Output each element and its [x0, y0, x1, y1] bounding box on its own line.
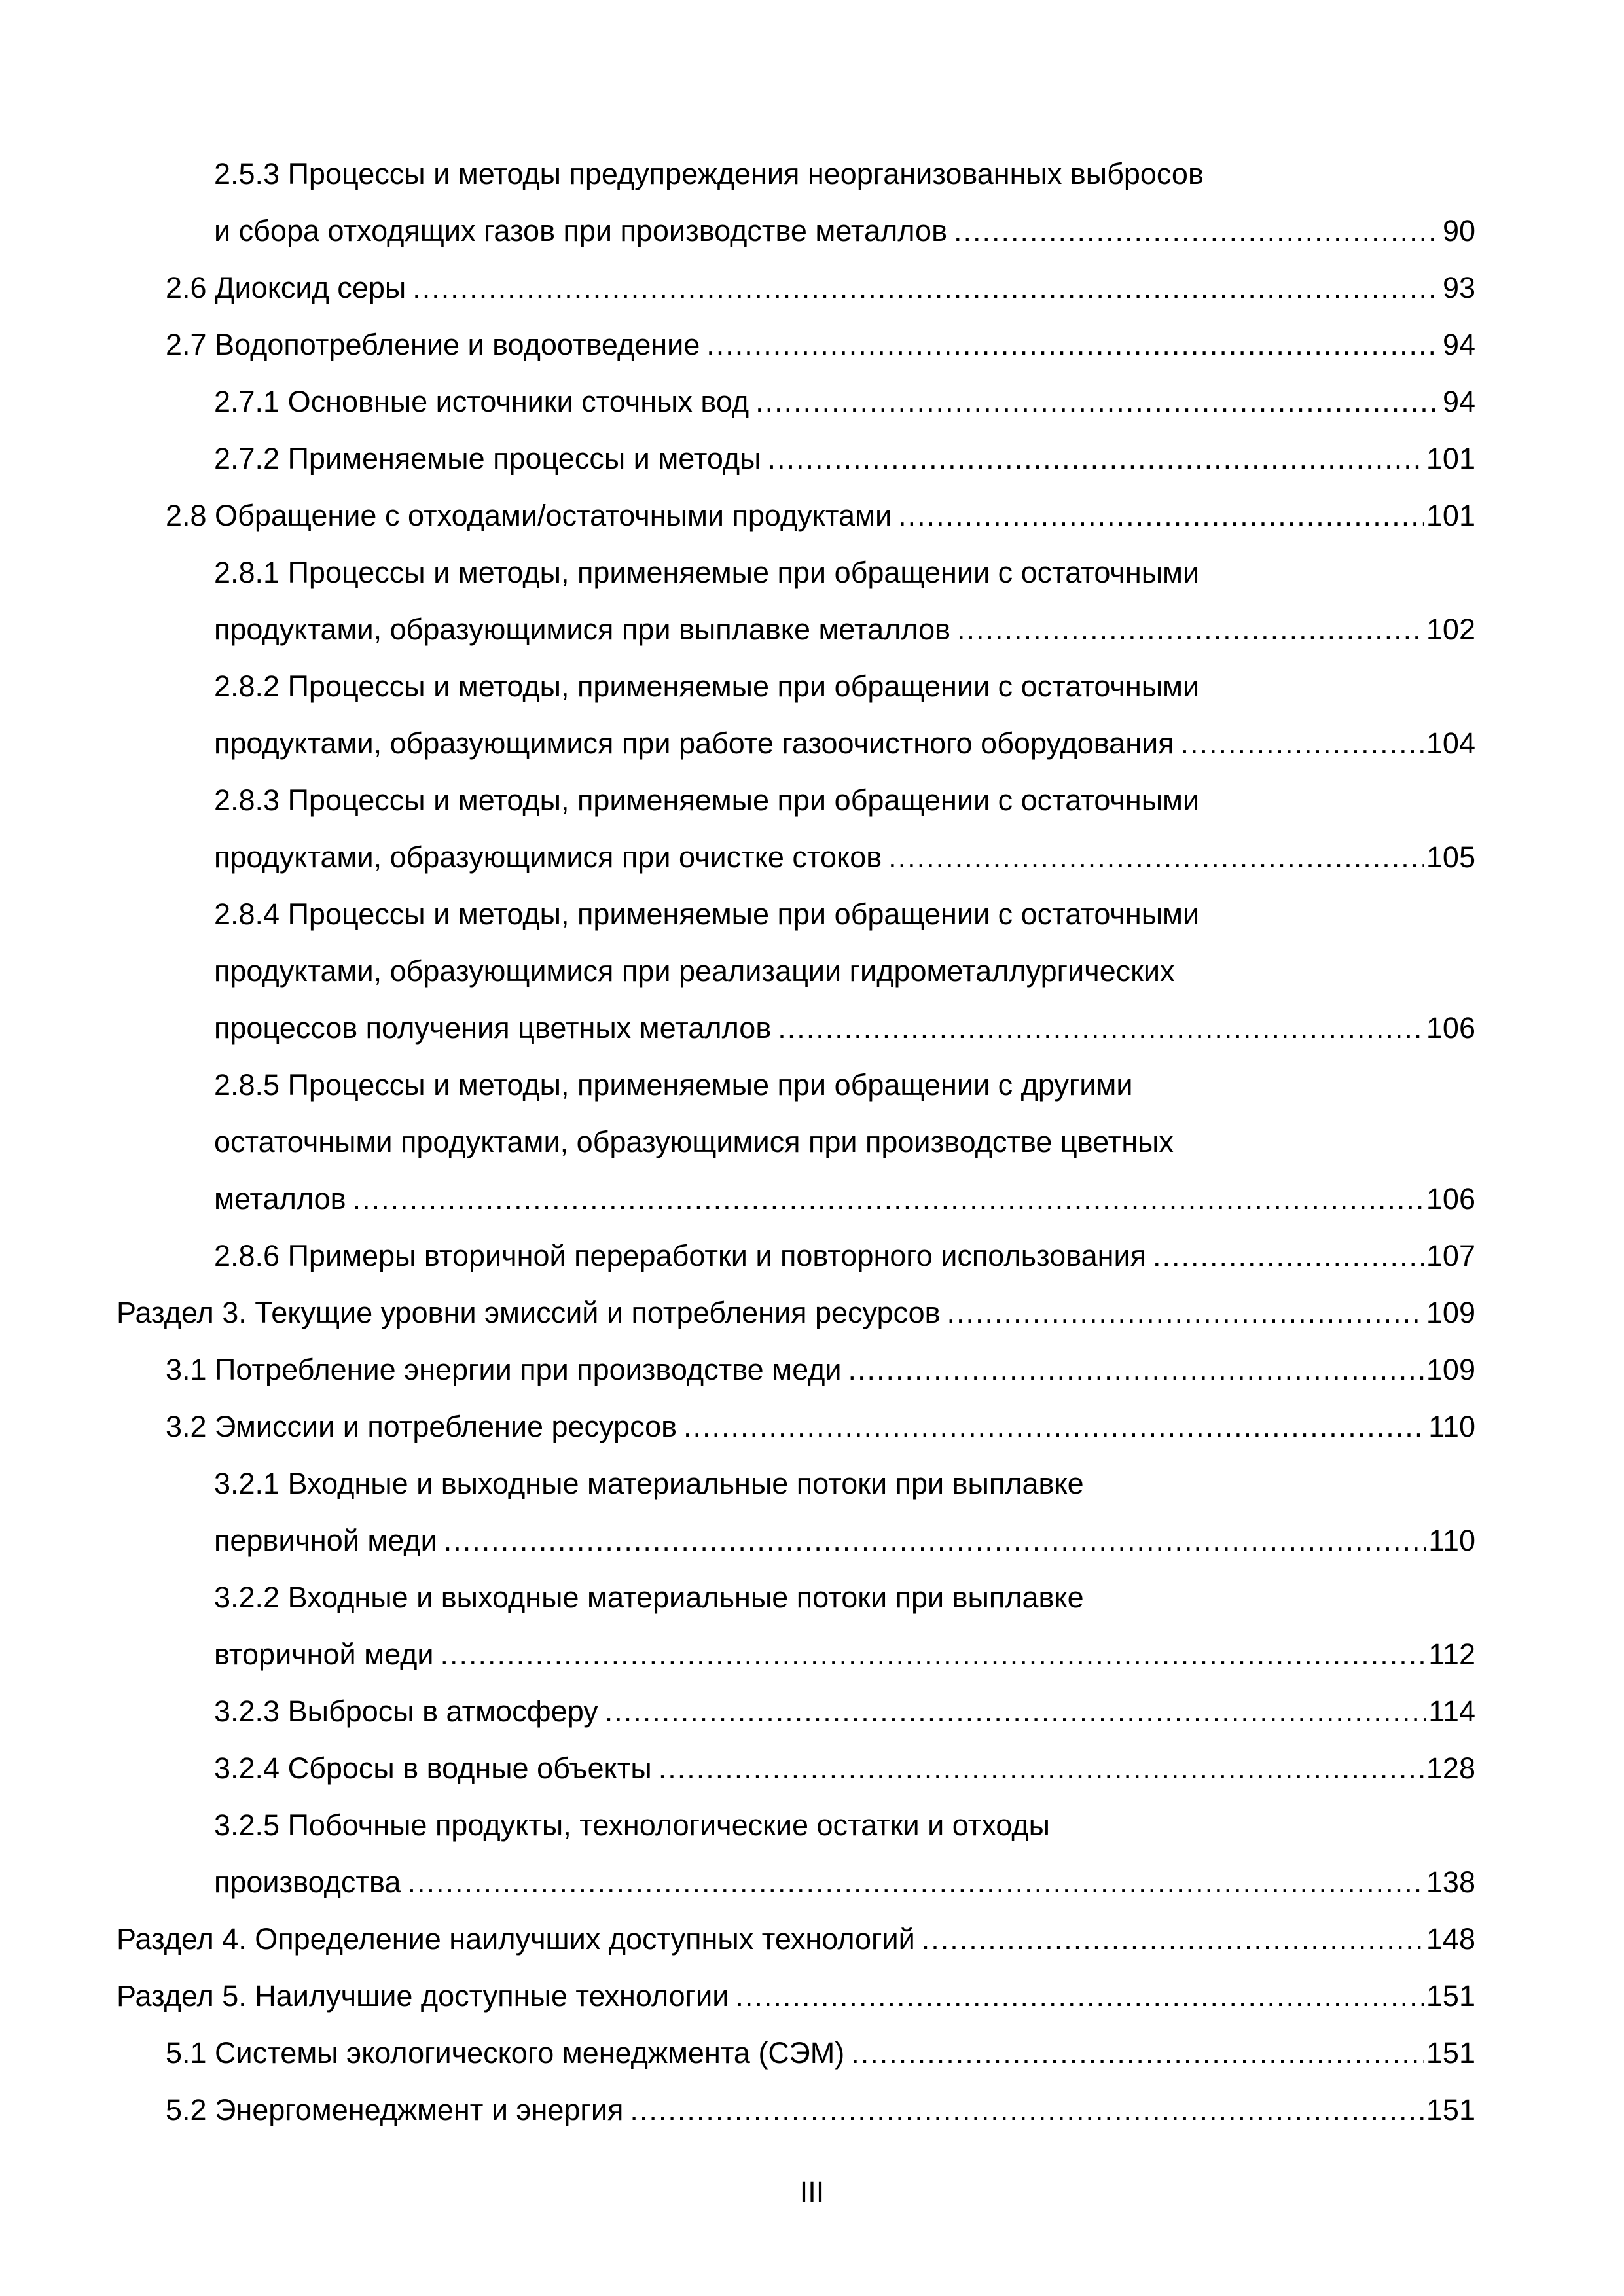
toc-entry-title: Раздел 3. Текущие уровни эмиссий и потребления ресурсов: [117, 1296, 941, 1329]
page-number: III: [799, 2176, 825, 2209]
dot-leader: [444, 1512, 1426, 1569]
toc-entry-title: 3.2 Эмиссии и потребление ресурсов: [166, 1410, 677, 1443]
toc-entry-title: процессов получения цветных металлов: [214, 1011, 772, 1045]
toc-entry[interactable]: [214, 1683, 1475, 1740]
dot-leader: [848, 1341, 1424, 1398]
toc-entry-row: [214, 1854, 1475, 1910]
dot-leader: [947, 1284, 1424, 1341]
toc-entry-title: продуктами, образующимися при очистке стоков: [214, 840, 882, 874]
toc-entry-row: [214, 715, 1475, 772]
toc-entry-title: 3.1 Потребление энергии при производстве меди: [166, 1353, 842, 1386]
toc-entry-row: [166, 316, 1475, 373]
toc-entry-title: 2.7 Водопотребление и водоотведение: [166, 328, 700, 361]
toc-entry[interactable]: [214, 1227, 1475, 1284]
toc-entry-page: 128: [1426, 1751, 1475, 1785]
dot-leader: [898, 487, 1424, 544]
dot-leader: [441, 1626, 1426, 1683]
toc-entry-row: [166, 1341, 1475, 1398]
toc-entry-page: 93: [1442, 271, 1475, 304]
toc-entry-title: производства: [214, 1865, 401, 1899]
toc-entry-title: 5.1 Системы экологического менеджмента (СЭМ): [166, 2036, 845, 2070]
toc-entry[interactable]: [117, 1910, 1475, 1967]
toc-entry-page: 112: [1428, 1638, 1475, 1671]
toc-entry-title-line: продуктами, образующимися при реализации гидрометаллургических: [214, 954, 1175, 988]
toc-entry-row: [214, 1512, 1475, 1569]
toc-entry-title-line: 3.2.5 Побочные продукты, технологические остатки и отходы: [214, 1808, 1051, 1842]
toc-entry[interactable]: [214, 658, 1475, 772]
dot-leader: [605, 1683, 1426, 1740]
toc-entry[interactable]: [166, 259, 1475, 316]
toc-entry-page: 94: [1442, 328, 1475, 361]
toc-entry-row: [214, 430, 1475, 487]
toc-entry-page: 114: [1428, 1695, 1475, 1728]
toc-entry[interactable]: [214, 544, 1475, 658]
toc-entry-page: 110: [1428, 1410, 1475, 1443]
toc-entry-title: 3.2.4 Сбросы в водные объекты: [214, 1751, 652, 1785]
toc-entry-title-line: 2.5.3 Процессы и методы предупреждения неорганизованных выбросов: [214, 157, 1204, 190]
dot-leader: [630, 2081, 1424, 2138]
toc-entry-row: [214, 1683, 1475, 1740]
toc-entry-page: 102: [1426, 613, 1475, 646]
toc-entry[interactable]: [214, 430, 1475, 487]
toc-entry-title: 2.6 Диоксид серы: [166, 271, 406, 304]
toc-entry-row: [214, 1170, 1475, 1227]
dot-leader: [851, 2024, 1424, 2081]
toc-entry[interactable]: [214, 1455, 1475, 1569]
toc-entry-row: [214, 202, 1475, 259]
dot-leader: [1153, 1227, 1424, 1284]
toc-entry[interactable]: [214, 1056, 1475, 1227]
toc-entry-title: 2.8 Обращение с отходами/остаточными продуктами: [166, 499, 892, 532]
toc-entry-row: [214, 829, 1475, 886]
dot-leader: [706, 316, 1440, 373]
dot-leader: [1181, 715, 1424, 772]
toc-entry-page: 107: [1426, 1239, 1475, 1272]
toc-entry-title-line: 3.2.2 Входные и выходные материальные потоки при выплавке: [214, 1581, 1084, 1614]
toc-entry-page: 151: [1426, 2093, 1475, 2126]
dot-leader: [755, 373, 1440, 430]
toc-entry[interactable]: [214, 1797, 1475, 1910]
toc-entry[interactable]: [214, 145, 1475, 259]
toc-entry-page: 138: [1426, 1865, 1475, 1899]
toc-entry[interactable]: [166, 487, 1475, 544]
toc-entry-title: первичной меди: [214, 1524, 437, 1557]
toc-entry[interactable]: [214, 886, 1475, 1056]
toc-entry-row: [214, 601, 1475, 658]
toc-entry-title: продуктами, образующимися при работе газоочистного оборудования: [214, 726, 1174, 760]
toc-entry[interactable]: [214, 1569, 1475, 1683]
toc-entry-title: 2.8.6 Примеры вторичной переработки и повторного использования: [214, 1239, 1146, 1272]
toc-entry[interactable]: [166, 316, 1475, 373]
toc-entry-title-line: 2.8.4 Процессы и методы, применяемые при обращении с остаточными: [214, 897, 1200, 931]
dot-leader: [407, 1854, 1423, 1910]
toc-entry-page: 90: [1442, 214, 1475, 247]
toc-entry-page: 106: [1426, 1011, 1475, 1045]
toc-entry-title: Раздел 4. Определение наилучших доступных технологий: [117, 1922, 915, 1956]
toc-entry-row: [117, 1967, 1475, 2024]
toc-entry-title: продуктами, образующимися при выплавке металлов: [214, 613, 951, 646]
toc-entry[interactable]: [166, 1341, 1475, 1398]
toc-entry[interactable]: [214, 1740, 1475, 1797]
dot-leader: [768, 430, 1424, 487]
toc-entry-row: [166, 1398, 1475, 1455]
table-of-contents: [0, 145, 1624, 2138]
toc-entry[interactable]: [214, 772, 1475, 886]
toc-entry-row: [214, 373, 1475, 430]
toc-entry-page: 104: [1426, 726, 1475, 760]
toc-entry-title-line: остаточными продуктами, образующимися при производстве цветных: [214, 1125, 1174, 1158]
toc-entry-title: 2.7.2 Применяемые процессы и методы: [214, 442, 761, 475]
toc-entry-title-line: 2.8.2 Процессы и методы, применяемые при обращении с остаточными: [214, 670, 1200, 703]
toc-entry[interactable]: [166, 1398, 1475, 1455]
dot-leader: [353, 1170, 1424, 1227]
dot-leader: [922, 1910, 1424, 1967]
toc-entry[interactable]: [117, 1967, 1475, 2024]
toc-entry-page: 94: [1442, 385, 1475, 418]
toc-entry-page: 106: [1426, 1182, 1475, 1215]
toc-entry-page: 101: [1426, 442, 1475, 475]
toc-entry-page: 151: [1426, 1979, 1475, 2013]
toc-entry[interactable]: [214, 373, 1475, 430]
toc-entry-title: 2.7.1 Основные источники сточных вод: [214, 385, 749, 418]
toc-entry-row: [166, 487, 1475, 544]
dot-leader: [778, 999, 1424, 1056]
toc-entry-page: 109: [1426, 1296, 1475, 1329]
dot-leader: [735, 1967, 1424, 2024]
toc-entry-title-line: 2.8.5 Процессы и методы, применяемые при обращении с другими: [214, 1068, 1133, 1102]
toc-entry-title-line: 2.8.3 Процессы и методы, применяемые при обращении с остаточными: [214, 783, 1200, 817]
toc-entry-title: Раздел 5. Наилучшие доступные технологии: [117, 1979, 729, 2013]
toc-entry[interactable]: [166, 2081, 1475, 2138]
toc-entry-row: [117, 1284, 1475, 1341]
toc-entry-row: [214, 1740, 1475, 1797]
toc-entry-title: и сбора отходящих газов при производстве металлов: [214, 214, 947, 247]
toc-entry-page: 109: [1426, 1353, 1475, 1386]
toc-entry-row: [117, 1910, 1475, 1967]
toc-entry-page: 105: [1426, 840, 1475, 874]
toc-entry[interactable]: [117, 1284, 1475, 1341]
toc-entry-row: [166, 259, 1475, 316]
dot-leader: [888, 829, 1424, 886]
toc-entry-page: 101: [1426, 499, 1475, 532]
dot-leader: [683, 1398, 1426, 1455]
dot-leader: [957, 601, 1424, 658]
toc-entry-row: [166, 2024, 1475, 2081]
toc-entry-row: [214, 1227, 1475, 1284]
toc-entry-row: [166, 2081, 1475, 2138]
toc-entry-title-line: 2.8.1 Процессы и методы, применяемые при обращении с остаточными: [214, 556, 1200, 589]
toc-entry-page: 151: [1426, 2036, 1475, 2070]
toc-entry-title-line: 3.2.1 Входные и выходные материальные потоки при выплавке: [214, 1467, 1084, 1500]
dot-leader: [412, 259, 1440, 316]
toc-entry[interactable]: [166, 2024, 1475, 2081]
dot-leader: [659, 1740, 1424, 1797]
toc-entry-page: 148: [1426, 1922, 1475, 1956]
toc-entry-page: 110: [1428, 1524, 1475, 1557]
toc-entry-row: [214, 1626, 1475, 1683]
toc-entry-title: 3.2.3 Выбросы в атмосферу: [214, 1695, 598, 1728]
toc-entry-row: [214, 999, 1475, 1056]
toc-entry-title: вторичной меди: [214, 1638, 434, 1671]
toc-entry-title: 5.2 Энергоменеджмент и энергия: [166, 2093, 624, 2126]
toc-entry-title: металлов: [214, 1182, 346, 1215]
dot-leader: [954, 202, 1440, 259]
